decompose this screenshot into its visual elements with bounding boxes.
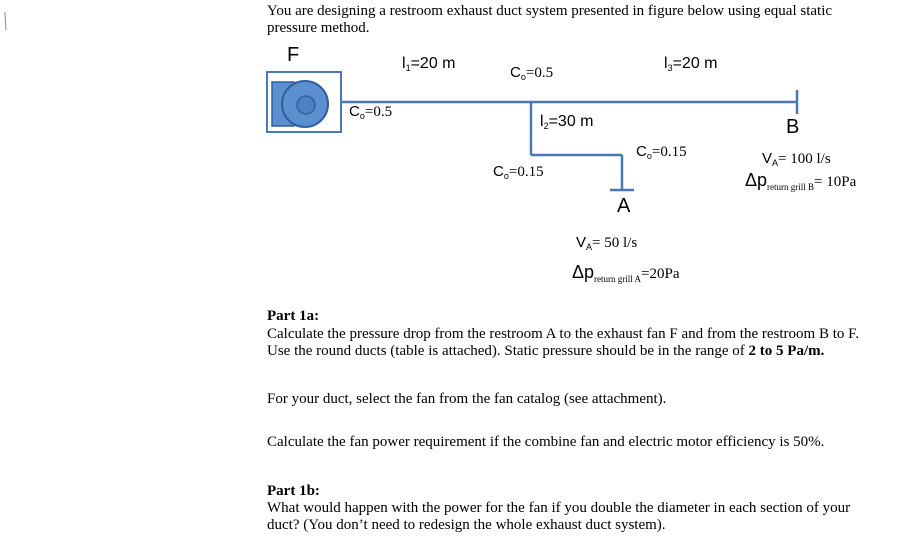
intro-line-2: pressure method. — [267, 20, 370, 36]
label-l3: $l_3=20$ m — [664, 55, 718, 73]
label-l2: $l_2=30$ m — [540, 113, 594, 131]
label-c-fan: $C_o=0.5$ — [349, 103, 393, 121]
part1a-heading: Part 1a: — [267, 308, 320, 324]
label-vb: $V_A= 100$ l/s — [762, 150, 831, 168]
part1b-line-2: duct? (You don’t need to redesign the whole exhaust duct system). — [267, 517, 666, 533]
label-c-mid: $C_o=0.15$ — [636, 143, 687, 161]
power-text: Calculate the fan power requirement if the combine fan and electric motor efficiency is 50%. — [267, 434, 825, 450]
label-c-left: $C_o=0.15$ — [493, 163, 544, 181]
part1b-line-1: What would happen with the power for the fan if you double the diameter in each section of your — [267, 500, 851, 516]
part1a-line-1: Calculate the pressure drop from the restroom A to the exhaust fan F and from the restroom B to F. — [267, 326, 860, 342]
outlet-a-label: A — [617, 195, 631, 217]
label-c-top: $C_o=0.5$ — [510, 64, 554, 82]
fan-label: F — [287, 44, 300, 66]
label-dpb: $\Delta p_{return grill B}= 10Pa$ — [745, 170, 857, 192]
part1b-heading: Part 1b: — [267, 483, 320, 499]
fan-select-text: For your duct, select the fan from the fan catalog (see attachment). — [267, 391, 667, 407]
label-va: $V_A= 50$ l/s — [576, 234, 638, 252]
label-dpa: $\Delta p_{return grill A}=20Pa$ — [572, 262, 680, 284]
label-l1: $l_1=20$ m — [402, 55, 456, 73]
outlet-b-label: B — [786, 116, 800, 138]
part1a-line-2: Use the round ducts (table is attached). Static pressure should be in the range of 2 to 5 Pa/m. — [267, 343, 825, 359]
intro-line-1: You are designing a restroom exhaust duct system presented in figure below using equal static — [267, 3, 833, 19]
